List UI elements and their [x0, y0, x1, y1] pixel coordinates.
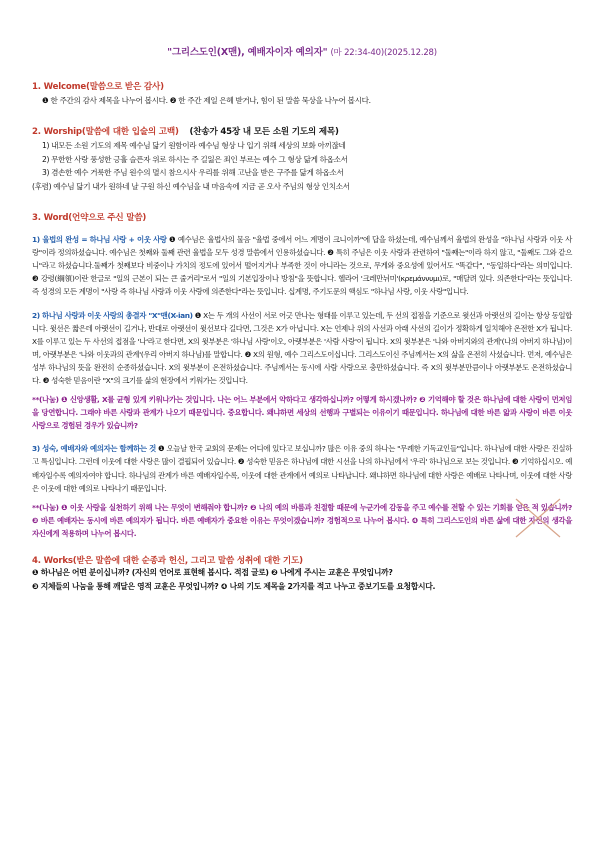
- point-2-body: ❶ X는 두 개의 사선이 서로 어긋 만나는 형태를 이루고 있는데, 두 선의 접점을 기준으로 윗선과 아랫선의 길이는 항상 동일합니다. 윗선은 짧은데 아랫선이 길거나, 반대로 아랫선이 윗선보다 길다면, 그것은 X가 아닙니다. X는 언제나 위의 사선과 아래 사선의 길이가 정확하게 일치해야 온전한 X가 됩니다. X를 이루고 있는 두 사선의 접점을 '나'라고 한다면, X의 윗부분은 '하나님 사랑'이오, 아랫부분은 '사람 사랑'이 됩니다. X의 윗부분은 '나와 아버지와의 관계'(나의 아버지 하나님)이며, 아랫부분은 '나와 이웃과의 관계'(우리 아버지 하나님)를 말합니다. ❷ X의 원형, 예수 그리스도이십니다. 그리스도이신 주님께서는 X의 삶을 온전히 사셨습니다. 먼저, 예수님은 성부 하나님의 뜻을 완전히 순종하셨습니다. X의 윗부분이 온전하셨습니다. 주님께서는 동시에 사람 사랑으로 충만하셨습니다. 즉 X의 윗부분만큼이나 아랫부분도 온전하셨습니다. ❸ 성숙한 믿음이란 "X"의 크기를 삶의 현장에서 키워가는 것입니다.: [32, 310, 573, 385]
- point-1-body: ❶ 예수님은 율법사의 물음 "율법 중에서 어느 계명이 크니이까"에 답을 하셨는데, 예수님께서 율법의 완성을 "하나님 사랑과 이웃 사랑"이라 정의하셨습니다. 예수님은 첫째와 둘째 관련 율법을 모두 성경 말씀에서 인용하셨습니다. ❷ 특히 주님은 이웃 사랑과 관련하여 "둘째는"이라 하지 않고, "둘째도 그와 같으니"라고 하셨습니다.둘째가 첫째보다 비중이나 가치의 정도에 있어서 떨어지거나 부족한 것이 아니라는 것으로, 무게와 중요성에 있어서도 "똑같다", "동일하다"라는 의미입니다. ❸ 강령(綱領)이란 한글로 "일의 근본이 되는 큰 줄거리"로서 "일의 기본입장이나 방침"을 뜻합니다. 헬라어 '크레만뉘미'(κρεμάννυμι)로, "매달려 있다. 의존한다"라는 뜻입니다. 즉 성경의 모든 계명이 "사랑 즉 하나님 사랑과 이웃 사랑에 의존한다"라는 뜻입니다. 십계명, 주기도문의 핵심도 "하나님 사랑, 이웃 사랑"입니다.: [32, 235, 572, 297]
- point-2-paragraph: [32, 309, 572, 388]
- works-line-2: ❸ 지체들의 나눔을 통해 깨달은 영적 교훈은 무엇입니까? ❹ 나의 기도 제목을 2가지를 적고 나누고 중보기도를 요청합시다.: [32, 581, 436, 591]
- x-diagram: [502, 493, 572, 543]
- point-3-body: ❶ 오늘날 한국 교회의 문제는 어디에 있다고 보십니까? 많은 이유 중의 하나는 "무례한 기독교인들"입니다. 하나님에 대한 사랑은 진실하고 특심입니다. 그런데 이웃에 대한 사랑은 많이 결핍되어 있습니다. ❷ 성숙한 믿음은 하나님에 대한 시선을 나의 하나님에서 '우리' 하나님으로 보는 것입니다. ❸ 기억하십시오. 예배자일수록 예의자여야 합니다. 하나님의 관계가 바른 예배자일수록, 이웃에 대한 관계에서 예의로 나타납니다. 왜냐하면 하나님에 대한 사랑은 예배로 나타나며, 이웃에 대한 사랑은 이웃에 대한 예의로 나타나기 때문입니다.: [32, 444, 572, 493]
- section-word-heading: 3. Word(언약으로 주신 말씀): [32, 213, 147, 224]
- point-2-discussion: **(나눔) ❶ 신앙생활, X를 균형 있게 키워나가는 것입니다. 나는 어느 부분에서 약하다고 생각하십니까? 어떻게 하시겠나까? ❷ 기억해야 할 것은 하나님에 대한 사랑이 먼저임을 당연합니다. 그래야 바른 사랑과 관계가 나오기 때문입니다. 중요합니다. 왜냐하면 세상의 선행과 구별되는 이유이기 때문입니다. 하나님에 대한 바른 앎과 사랑이 바른 이웃 사랑으로 경험된 경우가 있습니까?: [32, 395, 572, 431]
- section-worship-heading: [32, 125, 572, 137]
- section-welcome-text: ❶ 한 주간의 감사 제목을 나누어 봅시다. ❷ 한 주간 제일 은혜 받거나, 힘이 된 말씀 묵상을 나누어 봅시다.: [42, 96, 371, 105]
- works-line-1: ❶ 하나님은 어떤 분이십니까? (자신의 언어로 표현해 봅시다. 적접 글로) ❷ 나에게 주시는 교훈은 무엇입니까?: [32, 568, 393, 577]
- hymn-line-2: 2) 무한한 사랑 풍성한 긍휼 슬픈자 위로 하시는 주 길잃은 죄인 부르는 예수 그 형상 닮게 하옵소서: [42, 154, 348, 164]
- point-2-heading: 2) 하나님 사랑과 이웃 사랑의 총결자 "X"맨(X-ian): [32, 310, 193, 320]
- page-title: [32, 0, 572, 58]
- hymn-chorus: (후렴) 예수님 닮기 내가 원하네 날 구원 하신 예수님을 내 마음속에 지금 곧 오사 주님의 형상 인치소서: [32, 181, 350, 191]
- point-3-paragraph: [32, 442, 572, 494]
- point-1-paragraph: [32, 233, 572, 298]
- hymn-line-1: 1) 내모든 소원 기도의 제목 예수님 닮기 원함이라 예수님 형상 나 입기 위해 세상의 보화 아끼잖네: [42, 141, 346, 151]
- title-reference: (마 22:34-40)(2025.12.28): [330, 48, 437, 58]
- title-main: "그리스도인(X맨), 예배자이자 예의자": [167, 47, 328, 58]
- point-3-discussion: **(나눔) ❶ 이웃 사랑을 실천하기 위해 나는 무엇이 변해줘야 합니까? ❷ 나의 예의 바름과 친절함 때문에 누군가에 감동을 주고 예수를 전할 수 있는 기회를 얻은 적 있습니까? ❸ 바른 예배자는 동시에 바른 예의자가 됩니다. 바른 예배자가 중요한 이유는 무엇이겠습니까? 경험적으로 나누어 봅시다. ❹ 특히 그리스도인의 바른 삶에 대한 자신의 생각을 자신에게 적용하며 나누어 봅시다.: [32, 502, 572, 538]
- point-1-heading: 1) 율법의 완성 = 하나님 사랑 + 이웃 사랑: [32, 235, 167, 245]
- point-3-heading: 3) 성숙, 예배자와 예의자는 함께하는 것: [32, 444, 156, 454]
- section-welcome-heading: 1. Welcome(말씀으로 받은 감사): [32, 82, 164, 92]
- section-worship-title: 2. Worship(말씀에 대한 입술의 고백): [32, 127, 179, 138]
- section-works-heading: 4. Works(받은 말씀에 대한 순종과 헌신, 그리고 말씀 성취에 대한 기도): [32, 556, 303, 566]
- hymn-title: (찬송가 45장 내 모든 소원 기도의 제목): [189, 127, 339, 138]
- hymn-line-3: 3) 겸손한 예수 거룩한 주님 원수의 멸시 참으시사 우리를 위해 고난을 받은 구주를 닮게 하옵소서: [42, 168, 344, 178]
